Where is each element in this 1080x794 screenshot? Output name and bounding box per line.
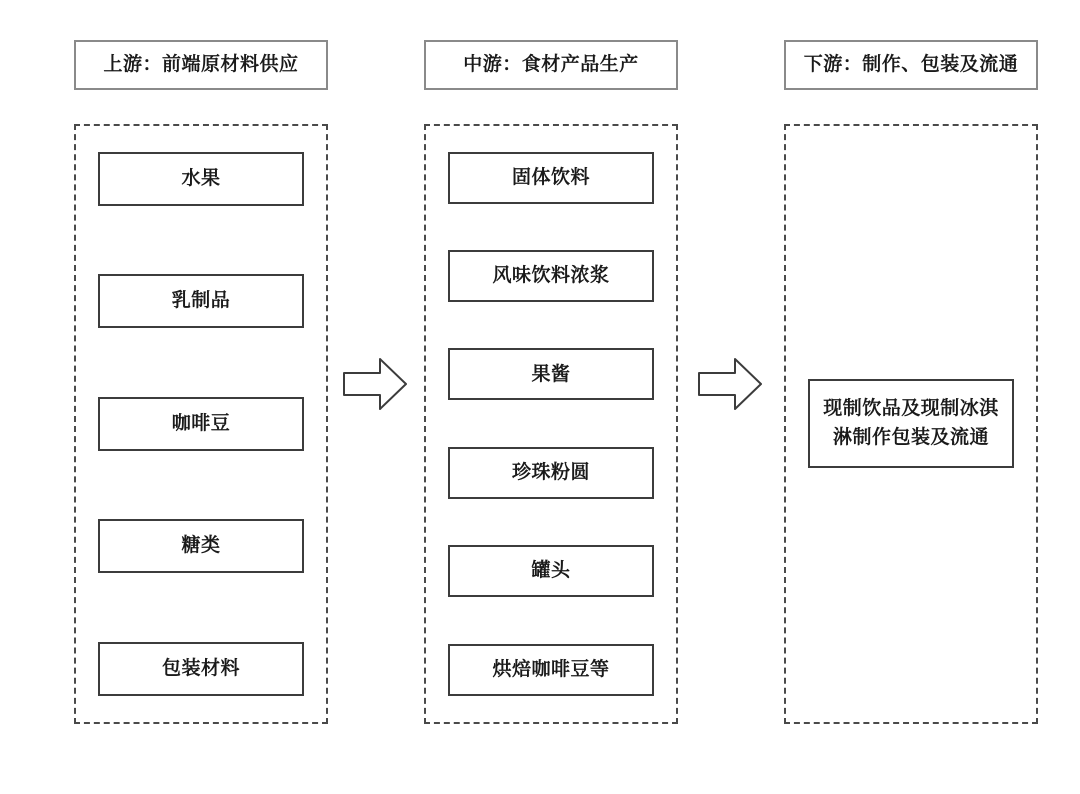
list-item: 果酱	[448, 348, 654, 400]
column-upstream	[74, 40, 328, 724]
list-item: 乳制品	[98, 274, 304, 328]
list-item: 糖类	[98, 519, 304, 573]
list-item: 包装材料	[98, 642, 304, 696]
column-body-upstream	[74, 124, 328, 724]
column-body-downstream	[784, 124, 1038, 724]
column-header-downstream: 下游：制作、包装及流通	[784, 40, 1038, 90]
list-item: 罐头	[448, 545, 654, 597]
list-item: 珍珠粉圆	[448, 447, 654, 499]
list-item: 现制饮品及现制冰淇淋制作包装及流通	[808, 379, 1014, 468]
column-body-midstream	[424, 124, 678, 724]
column-header-upstream: 上游：前端原材料供应	[74, 40, 328, 90]
list-item: 水果	[98, 152, 304, 206]
list-item: 咖啡豆	[98, 397, 304, 451]
list-item: 烘焙咖啡豆等	[448, 644, 654, 696]
list-item: 固体饮料	[448, 152, 654, 204]
list-item: 风味饮料浓浆	[448, 250, 654, 302]
arrow-right-icon	[342, 355, 408, 413]
arrow-right-icon	[697, 355, 763, 413]
column-downstream	[784, 40, 1038, 724]
column-midstream	[424, 40, 678, 724]
column-header-midstream: 中游：食材产品生产	[424, 40, 678, 90]
